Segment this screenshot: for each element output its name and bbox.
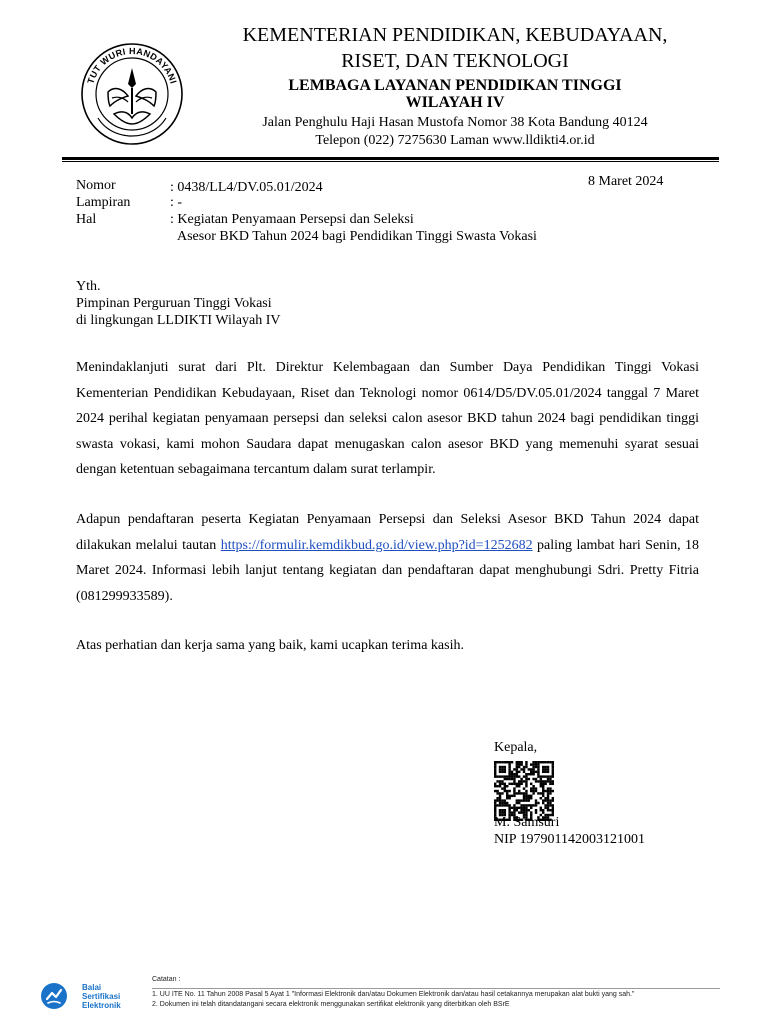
signatory-nip: NIP 197901142003121001 (494, 832, 646, 847)
body-paragraph-3: Atas perhatian dan kerja sama yang baik, kami ucapkan terima kasih. (76, 638, 464, 653)
nomor-value: : 0438/LL4/DV.05.01/2024 (170, 180, 323, 195)
bsre-wordmark (82, 983, 142, 1010)
catatan-note-2: 2. Dokumen ini telah ditandatangani secara elektronik menggunakan sertifikat elektronik yang diterbitkan oleh BSrE (152, 1001, 510, 1008)
bsre-line3: Elektronik (82, 1001, 121, 1010)
bsre-emblem-icon (40, 982, 68, 1010)
body-paragraph-2 (76, 507, 699, 609)
institution-contact: Telepon (022) 7275630 Laman www.lldikti4.or.id (315, 133, 595, 148)
bsre-line2: Sertifikasi (82, 992, 121, 1001)
letterhead-divider (62, 157, 719, 160)
institution-name-line1: LEMBAGA LAYANAN PENDIDIKAN TINGGI (288, 77, 622, 94)
hal-value-line1: : Kegiatan Penyamaan Persepsi dan Seleksi (170, 212, 414, 227)
tut-wuri-handayani-logo (78, 40, 186, 148)
tut-wuri-handayani-emblem-icon (78, 40, 186, 148)
catatan-label: Catatan : (152, 976, 181, 983)
institution-name-line2: WILAYAH IV (405, 94, 505, 111)
letter-date: 8 Maret 2024 (588, 174, 664, 189)
registration-form-link[interactable]: https://formulir.kemdikbud.go.id/view.php?id=1252682 (220, 537, 533, 553)
signatory-title: Kepala, (494, 740, 538, 755)
hal-value-line2: Asesor BKD Tahun 2024 bagi Pendidikan Tinggi Swasta Vokasi (177, 229, 537, 244)
recipient-salutation: Yth. (76, 279, 101, 294)
signatory-name: M. Samsuri (494, 815, 560, 830)
logo-motto: TUT WURI HANDAYANI (85, 45, 179, 86)
bsre-logo (40, 982, 68, 1010)
paragraph-2-closing: paling lambat hari Senin, 18 Maret 2024. Informasi lebih lanjut tentang kegiatan dan pendaftaran dapat menghubungi Sdri. Pretty Fitria (081299933589). (76, 537, 700, 604)
catatan-note-1: 1. UU ITE No. 11 Tahun 2008 Pasal 5 Ayat 1 "Informasi Elektronik dan/atau Dokumen Elektronik dan/atau hasil cetakannya merupakan alat bukti yang sah." (152, 991, 635, 998)
paragraph-2-intro: Adapun pendaftaran peserta Kegiatan Penyamaan Persepsi dan Seleksi Asesor BKD Tahun 2024 dapat dilakukan melalui tautan (76, 512, 699, 553)
ministry-name-line1: KEMENTERIAN PENDIDIKAN, KEBUDAYAAN, (242, 24, 668, 46)
qr-code-icon (494, 761, 554, 821)
ministry-name-line2: RISET, DAN TEKNOLOGI (341, 50, 569, 72)
nomor-label: Nomor (76, 178, 116, 193)
lampiran-label: Lampiran (76, 195, 131, 210)
lampiran-value: : - (170, 195, 183, 210)
signature-qr-code (494, 761, 554, 821)
body-paragraph-1: Menindaklanjuti surat dari Plt. Direktur Kelembagaan dan Sumber Daya Pendidikan Tinggi Vokasi Kementerian Pendidikan Kebudayaan, Riset dan Teknologi nomor 0614/D5/DV.05.01/2024 tanggal 7 Maret 2024 perihal kegiatan penyamaan persepsi dan seleksi calon asesor BKD tahun 2024 bagi pendidikan tinggi swasta vokasi, kami mohon Saudara dapat menugaskan calon asesor BKD yang memenuhi syarat sesuai dengan ketentuan sebagaimana tercantum dalam surat terlampir. (76, 360, 699, 477)
recipient-line2: di lingkungan LLDIKTI Wilayah IV (76, 313, 281, 328)
recipient-line1: Pimpinan Perguruan Tinggi Vokasi (76, 296, 272, 311)
bsre-line1: Balai (82, 983, 102, 992)
institution-address: Jalan Penghulu Haji Hasan Mustofa Nomor 38 Kota Bandung 40124 (262, 115, 648, 130)
catatan-divider (152, 988, 720, 989)
letterhead-divider-thin (62, 161, 719, 162)
hal-label: Hal (76, 212, 97, 227)
